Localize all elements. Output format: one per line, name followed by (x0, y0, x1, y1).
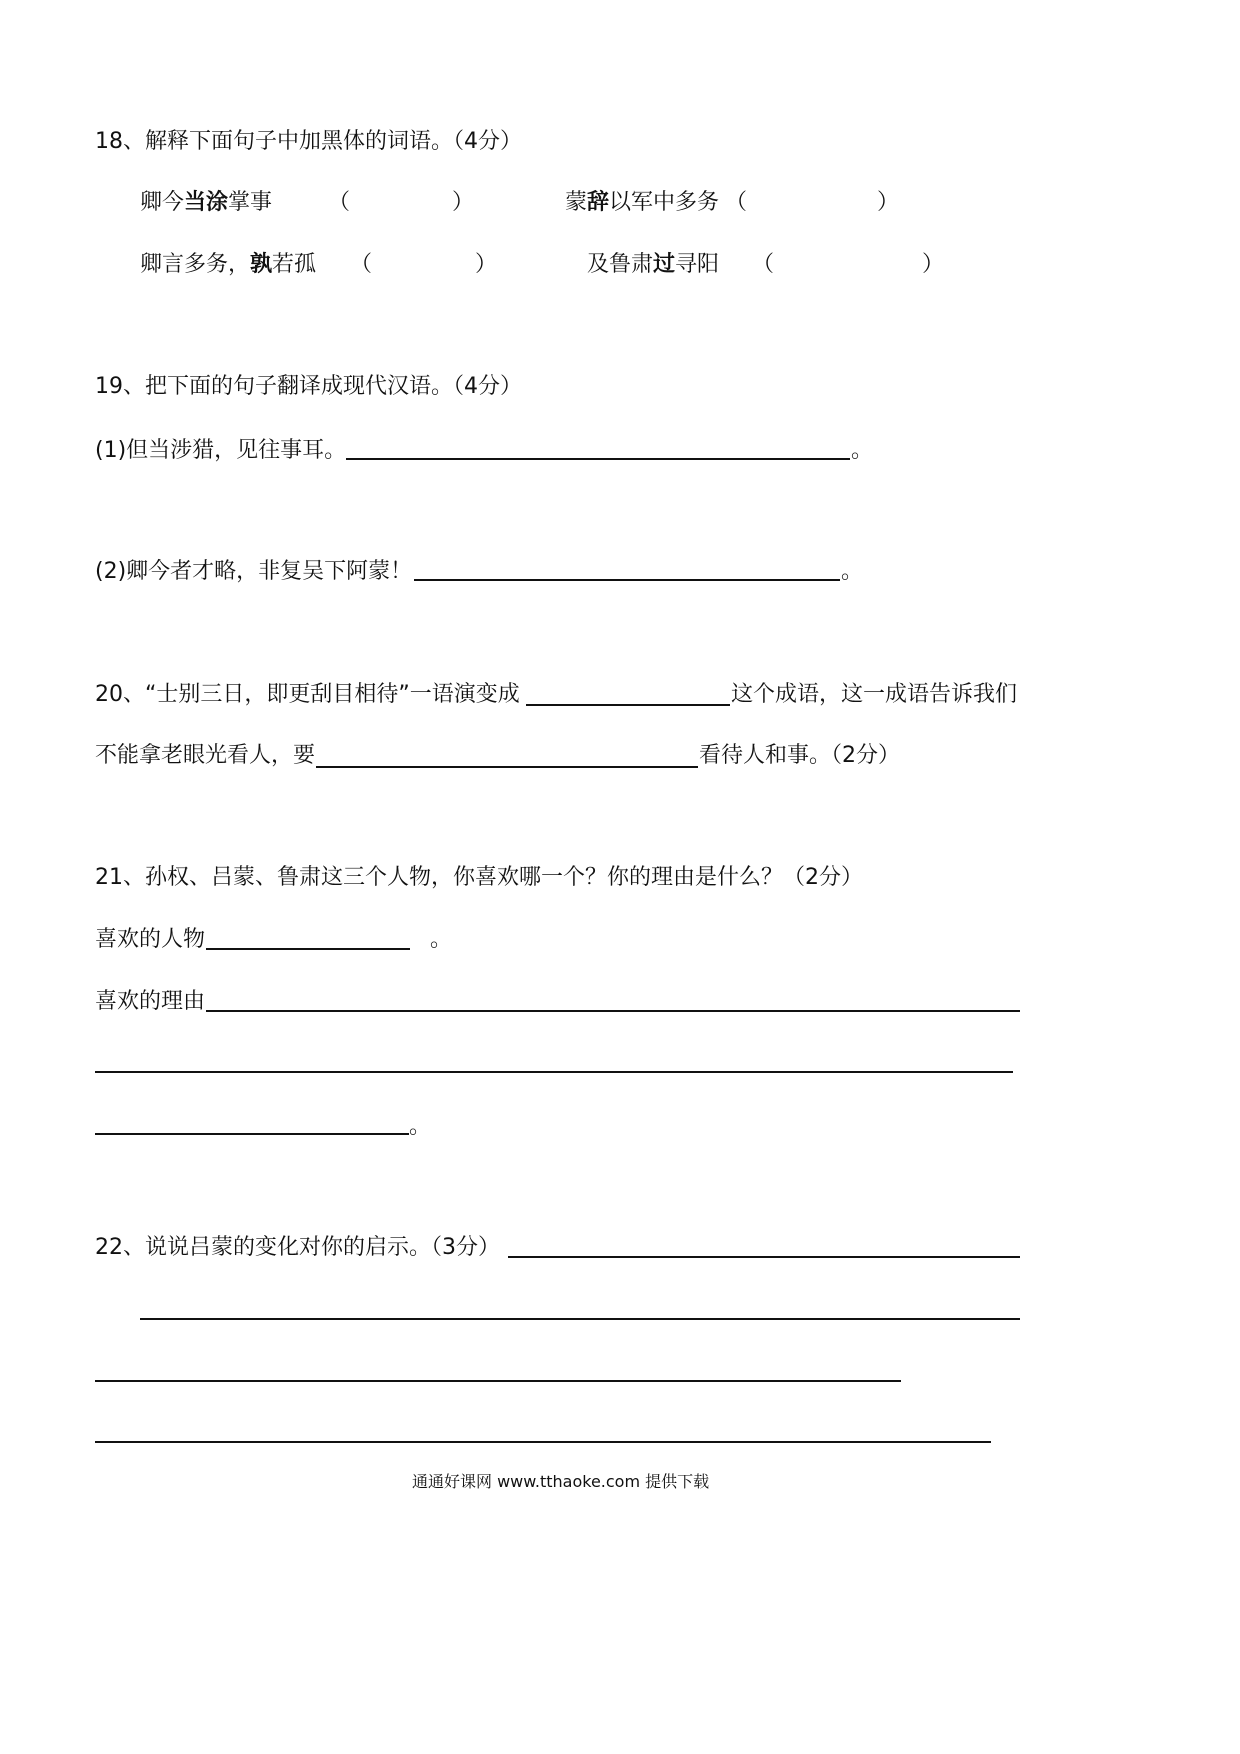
q18-item-2-pre: 蒙 (565, 190, 588, 215)
q20-answer-line-2[interactable] (316, 766, 698, 768)
q21-person-label: 喜欢的人物 (95, 927, 206, 952)
footer-credit: 通通好课网 www.tthaoke.com 提供下载 (412, 1472, 710, 1491)
q18-item-3-paren-close: ） (475, 252, 498, 277)
q18-item-1-post: 掌事 (228, 190, 273, 215)
q20-line1-a: 20、“士别三日，即更刮目相待”一语演变成 (95, 682, 520, 707)
q21-reason-answer-line-1[interactable] (206, 1010, 1020, 1012)
q18-item-3-post: 若孤 (272, 252, 317, 277)
q18-title: 18、解释下面句子中加黑体的词语。（4分） (95, 129, 522, 154)
q18-item-1-bold: 当涂 (184, 190, 229, 215)
q21-title: 21、孙权、吕蒙、鲁肃这三个人物，你喜欢哪一个？你的理由是什么？（2分） (95, 865, 863, 890)
q18-item-3 (140, 250, 316, 280)
q20-line2-b: 看待人和事。（2分） (699, 743, 900, 768)
q20-answer-line-1[interactable] (526, 704, 730, 706)
q22-title: 22、说说吕蒙的变化对你的启示。（3分） (95, 1235, 500, 1260)
q21-reason-label: 喜欢的理由 (95, 989, 206, 1014)
q18-item-1-paren-open: （ (328, 190, 351, 215)
q20-line1-b: 这个成语，这一成语告诉我们 (731, 682, 1018, 707)
q19-sentence-1: (1)但当涉猎，见往事耳。 (95, 438, 347, 463)
q19-sentence-2: (2)卿今者才略，非复吴下阿蒙！ (95, 559, 413, 584)
q22-answer-line-3[interactable] (95, 1380, 901, 1382)
q21-person-period: 。 (430, 927, 453, 952)
q19-period-1: 。 (851, 438, 874, 463)
q18-item-4-paren-open: （ (752, 252, 775, 277)
q18-item-3-bold: 孰 (250, 252, 273, 277)
q18-item-1 (140, 188, 272, 218)
q18-item-2 (565, 188, 719, 218)
q22-answer-line-1[interactable] (508, 1256, 1020, 1258)
q21-reason-answer-line-2[interactable] (95, 1071, 1013, 1073)
q20-line2-a: 不能拿老眼光看人，要 (95, 743, 316, 768)
q19-answer-line-1[interactable] (346, 458, 850, 460)
q18-item-4 (587, 250, 719, 280)
q18-item-2-post: 以军中多务 (609, 190, 720, 215)
q18-item-4-post: 寻阳 (675, 252, 720, 277)
q18-item-2-paren-open: （ (725, 190, 748, 215)
q22-answer-line-2[interactable] (140, 1318, 1020, 1320)
q21-reason-answer-line-3[interactable] (95, 1133, 409, 1135)
q19-period-2: 。 (841, 559, 864, 584)
q19-title: 19、把下面的句子翻译成现代汉语。（4分） (95, 374, 522, 399)
q22-answer-line-4[interactable] (95, 1441, 991, 1443)
q21-person-answer-line[interactable] (206, 948, 410, 950)
q21-reason-period: 。 (409, 1114, 432, 1139)
q18-item-4-bold: 过 (653, 252, 676, 277)
q18-item-3-paren-open: （ (350, 252, 373, 277)
q18-item-1-paren-close: ） (452, 190, 475, 215)
q18-item-2-paren-close: ） (877, 190, 900, 215)
q18-item-1-pre: 卿今 (140, 190, 185, 215)
q18-item-2-bold: 辞 (587, 190, 610, 215)
q18-item-4-pre: 及鲁肃 (587, 252, 654, 277)
q19-answer-line-2[interactable] (414, 579, 840, 581)
q18-item-3-pre: 卿言多务， (140, 252, 251, 277)
q18-item-4-paren-close: ） (922, 252, 945, 277)
